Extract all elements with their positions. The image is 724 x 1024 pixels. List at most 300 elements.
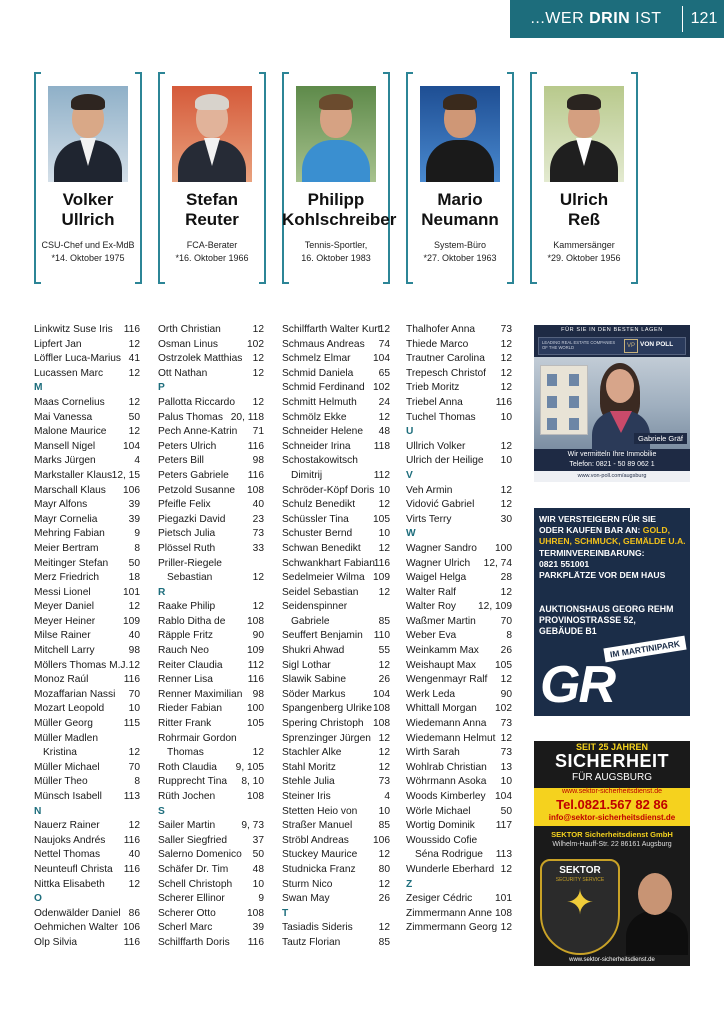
portrait-description: Tennis-Sportler, 16. Oktober 1983 [301, 240, 371, 263]
index-entry [406, 673, 512, 688]
page-reference: 13 [500, 761, 512, 773]
page-reference: 55 [378, 645, 390, 657]
person-name: Plössel Ruth [158, 542, 216, 554]
ad-url[interactable]: www.sektor-sicherheitsdienst.de [562, 788, 662, 795]
page-reference: 10 [500, 776, 512, 788]
page-reference: 116 [247, 440, 264, 452]
index-entry [34, 527, 140, 542]
page-reference: 106 [123, 922, 140, 934]
page-reference: 12, 15 [111, 469, 140, 481]
page-reference: 116 [123, 863, 140, 875]
index-entry [34, 498, 140, 513]
index-entry [34, 746, 140, 761]
person-name: Stachler Alke [282, 747, 342, 759]
portrait-card [282, 72, 397, 284]
index-entry [282, 688, 390, 703]
person-name: Scherer Otto [158, 907, 216, 919]
index-entry [406, 381, 512, 396]
person-name: Sprenzinger Jürgen [282, 732, 371, 744]
person-name: Nettel Thomas [34, 849, 101, 861]
page-reference: 12 [252, 353, 264, 365]
person-name: Thalhofer Anna [406, 324, 476, 335]
ad-ribbon: IM MARTINIPARK [603, 636, 686, 663]
page-reference: 101 [495, 893, 512, 905]
person-name: Maas Cornelius [34, 396, 105, 408]
person-name: Naujoks Andrés [34, 834, 106, 846]
index-entry [282, 936, 390, 951]
person-name: Schmaus Andreas [282, 338, 365, 350]
page-reference: 50 [252, 849, 264, 861]
page-reference: 48 [378, 426, 390, 438]
page-reference: 12 [378, 732, 390, 744]
index-entry [158, 425, 264, 440]
page-reference: 112 [373, 469, 390, 481]
index-entry [34, 352, 140, 367]
page-reference: 116 [247, 469, 264, 481]
person-name: Woods Kimberley [406, 791, 486, 802]
index-entry [282, 834, 390, 849]
index-entry [34, 513, 140, 528]
ad-subline: FÜR AUGSBURG [571, 772, 652, 783]
page-reference: 23 [252, 513, 264, 525]
index-entry [34, 440, 140, 455]
person-name: Wörle Michael [406, 805, 471, 817]
person-name: Schuster Bernd [282, 528, 353, 540]
index-entry [282, 629, 390, 644]
page-reference: 26 [378, 674, 390, 686]
index-entry [282, 425, 390, 440]
portrait-name: Mario Neumann [421, 190, 499, 229]
person-name: Trepesch Christof [406, 367, 487, 379]
person-name: Lucassen Marc [34, 367, 104, 379]
portrait-card [406, 72, 514, 284]
person-name: Markstaller Klaus [34, 469, 113, 481]
page-reference: 9, 73 [241, 820, 264, 832]
page-reference: 39 [128, 513, 140, 525]
person-name: Wortig Dominik [406, 820, 475, 832]
page-reference: 4 [384, 791, 390, 802]
page-reference: 104 [373, 353, 390, 365]
ad-url[interactable]: www.sektor-sicherheitsdienst.de [534, 955, 690, 966]
index-column-3 [282, 323, 390, 951]
person-name: Shukri Ahwad [282, 645, 345, 657]
page-reference: 12 [378, 499, 390, 511]
person-name: Virts Terry [406, 513, 452, 525]
index-entry [158, 498, 264, 513]
page-reference: 105 [495, 659, 512, 671]
index-column-2 [158, 323, 264, 951]
page-reference: 24 [378, 396, 390, 408]
person-name: Mayr Cornelia [34, 513, 98, 525]
index-entry [406, 323, 512, 338]
index-entry [158, 878, 264, 893]
index-entry [406, 907, 512, 922]
person-name: Renner Lisa [158, 674, 213, 686]
page-reference: 102 [373, 382, 390, 394]
letter-label: Z [406, 878, 413, 890]
ad-von-poll[interactable] [534, 325, 690, 482]
person-name: Schmid Ferdinand [282, 382, 365, 394]
portrait-description: Kammersänger *29. Oktober 1956 [547, 240, 621, 263]
index-entry [282, 484, 390, 499]
index-entry [406, 498, 512, 513]
index-entry [158, 440, 264, 455]
person-name: Müller Theo [34, 776, 88, 788]
index-entry [406, 644, 512, 659]
index-entry [282, 863, 390, 878]
badge-subtitle: SECURITY SERVICE [555, 877, 605, 883]
page-reference: 12 [128, 659, 140, 671]
page-reference: 73 [252, 528, 264, 540]
page-reference: 12 [378, 659, 390, 671]
person-name: Schüssler Tina [282, 513, 349, 525]
index-entry [158, 717, 264, 732]
page-reference: 12, 109 [478, 601, 512, 613]
index-entry [158, 848, 264, 863]
gr-logo-icon: GR [540, 656, 614, 714]
index-entry [282, 600, 390, 615]
page-reference: 50 [128, 557, 140, 569]
index-entry [34, 454, 140, 469]
page-reference: 109 [123, 615, 140, 627]
page-reference: 12, 74 [483, 557, 512, 569]
person-name: Rohrmair Gordon [158, 732, 237, 744]
index-entry [158, 921, 264, 936]
page-reference: 12 [500, 353, 512, 365]
index-entry [406, 746, 512, 761]
index-entry [158, 352, 264, 367]
letter-label: W [406, 528, 416, 540]
index-entry [406, 615, 512, 630]
page-reference: 113 [123, 791, 140, 802]
page-reference: 12 [378, 878, 390, 890]
portrait-description: CSU-Chef und Ex-MdB *14. Oktober 1975 [41, 240, 135, 263]
index-entry [406, 411, 512, 426]
index-entry [406, 557, 512, 572]
page-reference: 12 [500, 484, 512, 496]
page-reference: 116 [123, 936, 140, 948]
page-reference: 18 [128, 572, 140, 584]
person-name: Kristina [43, 747, 77, 759]
person-name: Schmitt Helmuth [282, 396, 357, 408]
index-entry [34, 907, 140, 922]
index-entry [34, 688, 140, 703]
person-name: Rauch Neo [158, 645, 209, 657]
page-reference: 12 [252, 601, 264, 613]
person-name: Renner Maximilian [158, 688, 243, 700]
person-name: Seuffert Benjamin [282, 630, 363, 642]
index-entry [158, 411, 264, 426]
page-reference: 73 [500, 324, 512, 335]
index-entry [282, 571, 390, 586]
page-reference: 10 [378, 484, 390, 496]
person-name: Schilffarth Walter Kurt [282, 324, 381, 335]
portrait-photo [48, 86, 128, 182]
index-entry [158, 746, 264, 761]
person-name: Walter Ralf [406, 586, 457, 598]
person-name: Schneider Helene [282, 426, 363, 438]
page-reference: 12 [252, 747, 264, 759]
page-reference: 116 [247, 936, 264, 948]
index-entry [282, 746, 390, 761]
person-name: Orth Christian [158, 324, 221, 335]
person-name: Stehle Julia [282, 776, 335, 788]
page-reference: 85 [378, 936, 390, 948]
page-reference: 118 [373, 440, 390, 452]
index-entry [34, 936, 140, 951]
index-entry [282, 819, 390, 834]
person-name: Trautner Carolina [406, 353, 485, 365]
index-entry [282, 396, 390, 411]
page-reference: 4 [134, 455, 140, 467]
person-name: Schmölz Ekke [282, 411, 347, 423]
person-name: Gabriele [291, 615, 330, 627]
person-name: Schwankhart Fabian [282, 557, 375, 569]
person-name: Müller Georg [34, 718, 93, 730]
person-name: Vidović Gabriel [406, 499, 475, 511]
header-separator [682, 6, 683, 32]
letter-label: P [158, 382, 165, 394]
person-name: Saller Siegfried [158, 834, 228, 846]
page-reference: 40 [252, 499, 264, 511]
person-name: Linkwitz Suse Iris [34, 324, 113, 335]
person-name: Priller-Riegele [158, 557, 222, 569]
ad-phone[interactable]: Tel.0821.567 82 86 [556, 797, 668, 812]
index-entry [406, 542, 512, 557]
person-name: Müller Michael [34, 761, 100, 773]
person-name: Pallotta Riccardo [158, 396, 236, 408]
page-reference: 100 [495, 542, 512, 554]
page-reference: 12 [378, 761, 390, 773]
person-name: Waigel Helga [406, 572, 467, 584]
index-entry [34, 542, 140, 557]
section-title: ...WER DRIN IST [530, 10, 662, 27]
page-reference: 12 [128, 338, 140, 350]
letter-heading [34, 381, 140, 396]
index-entry [34, 629, 140, 644]
index-entry [34, 702, 140, 717]
person-name: Schmelz Elmar [282, 353, 351, 365]
portrait-card [34, 72, 142, 284]
page-reference: 12 [252, 367, 264, 379]
page-reference: 12 [252, 572, 264, 584]
index-entry [158, 863, 264, 878]
page-reference: 105 [247, 718, 264, 730]
letter-label: V [406, 469, 413, 481]
person-name: Mai Vanessa [34, 411, 93, 423]
portrait-name: Ulrich Reß [559, 190, 609, 229]
page-reference: 98 [252, 688, 264, 700]
person-name: Sebastian [167, 572, 213, 584]
index-entry [34, 586, 140, 601]
person-name: Wagner Sandro [406, 542, 477, 554]
index-entry [158, 659, 264, 674]
person-name: Löffler Luca-Marius [34, 353, 122, 365]
page-reference: 37 [252, 834, 264, 846]
index-entry [34, 571, 140, 586]
page-reference: 108 [247, 907, 264, 919]
index-entry [282, 659, 390, 674]
person-name: Pfeifle Felix [158, 499, 211, 511]
index-entry [158, 936, 264, 951]
index-entry [158, 790, 264, 805]
person-name: Wiedemann Anna [406, 718, 487, 730]
page-reference: 70 [128, 761, 140, 773]
page-reference: 12 [500, 338, 512, 350]
index-entry [406, 454, 512, 469]
person-name: Slawik Sabine [282, 674, 346, 686]
page-reference: 10 [500, 411, 512, 423]
person-name: Meyer Daniel [34, 601, 95, 613]
index-entry [158, 513, 264, 528]
page-reference: 12 [378, 411, 390, 423]
person-name: Söder Markus [282, 688, 346, 700]
letter-heading [406, 878, 512, 893]
page-reference: 50 [500, 805, 512, 817]
person-name: Neunteufl Christa [34, 863, 113, 875]
index-entry [406, 352, 512, 367]
portrait-name: Stefan Reuter [185, 190, 239, 229]
vp-logo-icon: VP [624, 339, 638, 353]
page-reference: 12 [500, 863, 512, 875]
ad-sektor[interactable] [534, 741, 690, 966]
page-reference: 73 [500, 718, 512, 730]
page-reference: 12 [378, 542, 390, 554]
person-name: Meier Bertram [34, 542, 99, 554]
page-reference: 101 [123, 586, 140, 598]
person-name: Stahl Moritz [282, 761, 336, 773]
ad-company: SEKTOR Sicherheitsdienst GmbH [551, 830, 673, 839]
ad-email[interactable]: info@sektor-sicherheitsdienst.de [548, 813, 676, 822]
page-reference: 8 [506, 630, 512, 642]
page-reference: 80 [378, 863, 390, 875]
index-entry [34, 834, 140, 849]
letter-heading [158, 381, 264, 396]
index-entry [406, 863, 512, 878]
index-entry [158, 367, 264, 382]
page-reference: 112 [247, 659, 264, 671]
index-entry [406, 571, 512, 586]
page-reference: 65 [378, 367, 390, 379]
person-name: Pietsch Julia [158, 528, 216, 540]
person-name: Ritter Frank [158, 718, 212, 730]
person-name: Nittka Elisabeth [34, 878, 105, 890]
index-entry [282, 454, 390, 469]
page-reference: 39 [128, 499, 140, 511]
index-entry [34, 484, 140, 499]
ad-text: WIR VERSTEIGERN FÜR SIE ODER KAUFEN BAR AN: GOLD, UHREN, SCHMUCK, GEMÄLDE U.A. TERMINVEREINBARUNG: 0821 551001 PARKPLÄTZE VOR DEM HAUS [539, 514, 686, 581]
page-reference: 108 [247, 484, 264, 496]
page-reference: 109 [247, 645, 264, 657]
page-reference: 108 [373, 718, 390, 730]
page-number: 121 [690, 10, 718, 27]
page-reference: 104 [373, 688, 390, 700]
index-entry [282, 527, 390, 542]
page-reference: 12 [500, 499, 512, 511]
index-entry [34, 848, 140, 863]
ad-small-text: LEADING REAL ESTATE COMPANIES OF THE WORLD [542, 340, 616, 350]
person-name: Pech Anne-Katrin [158, 426, 238, 438]
page-reference: 9 [258, 893, 264, 905]
page-reference: 10 [378, 528, 390, 540]
person-name: Waßmer Martin [406, 615, 476, 627]
page-reference: 104 [123, 440, 140, 452]
person-name: Meitinger Stefan [34, 557, 109, 569]
letter-heading [406, 425, 512, 440]
index-entry [282, 761, 390, 776]
index-entry [158, 907, 264, 922]
index-entry [34, 819, 140, 834]
index-entry [282, 717, 390, 732]
index-entry [282, 805, 390, 820]
page-reference: 12 [252, 324, 264, 335]
index-entry [282, 921, 390, 936]
index-entry [282, 878, 390, 893]
index-entry [406, 484, 512, 499]
person-name: Weber Eva [406, 630, 457, 642]
person-name: Merz Friedrich [34, 572, 100, 584]
ad-auktionshaus[interactable] [534, 508, 690, 716]
letter-label: S [158, 805, 165, 817]
person-name: Tautz Florian [282, 936, 341, 948]
portrait-card [530, 72, 638, 284]
letter-heading [34, 892, 140, 907]
person-name: Seidel Sebastian [282, 586, 359, 598]
page-reference: 12 [128, 601, 140, 613]
letter-heading [406, 469, 512, 484]
ad-phone: Telefon: 0821 - 50 89 062 1 [569, 461, 655, 468]
person-name: Oehmichen Walter [34, 922, 118, 934]
index-entry [406, 513, 512, 528]
index-entry [34, 863, 140, 878]
letter-label: O [34, 893, 42, 905]
index-entry [158, 775, 264, 790]
index-entry [282, 440, 390, 455]
page-reference: 50 [128, 411, 140, 423]
portrait-description: System-Büro *27. Oktober 1963 [423, 240, 497, 263]
portrait-photo [544, 86, 624, 182]
page-reference: 106 [373, 834, 390, 846]
person-name: Mayr Alfons [34, 499, 88, 511]
letter-heading [406, 527, 512, 542]
index-entry [158, 673, 264, 688]
index-column-1 [34, 323, 140, 951]
person-name: Veh Armin [406, 484, 453, 496]
ad-url[interactable]: www.von-poll.com/augsburg [534, 471, 690, 482]
index-entry [282, 775, 390, 790]
page-reference: 105 [373, 513, 390, 525]
person-name: Studnicka Franz [282, 863, 356, 875]
portrait-description: FCA-Berater *16. Oktober 1966 [175, 240, 249, 263]
index-entry [406, 892, 512, 907]
person-name: Peters Bill [158, 455, 204, 467]
letter-heading [282, 907, 390, 922]
person-name: Wohlrab Christian [406, 761, 487, 773]
page-reference: 116 [123, 834, 140, 846]
person-name: Weishaupt Max [406, 659, 477, 671]
index-entry [158, 338, 264, 353]
index-entry [158, 702, 264, 717]
person-name: Ströbl Andreas [282, 834, 349, 846]
person-name: Stetten Heio von [282, 805, 358, 817]
person-name: Milse Rainer [34, 630, 91, 642]
page-reference: 40 [128, 630, 140, 642]
index-entry [34, 557, 140, 572]
person-name: Scherl Marc [158, 922, 213, 934]
ad-tagline: FÜR SIE IN DEN BESTEN LAGEN [561, 327, 663, 333]
index-entry [34, 323, 140, 338]
page-reference: 104 [495, 791, 512, 802]
